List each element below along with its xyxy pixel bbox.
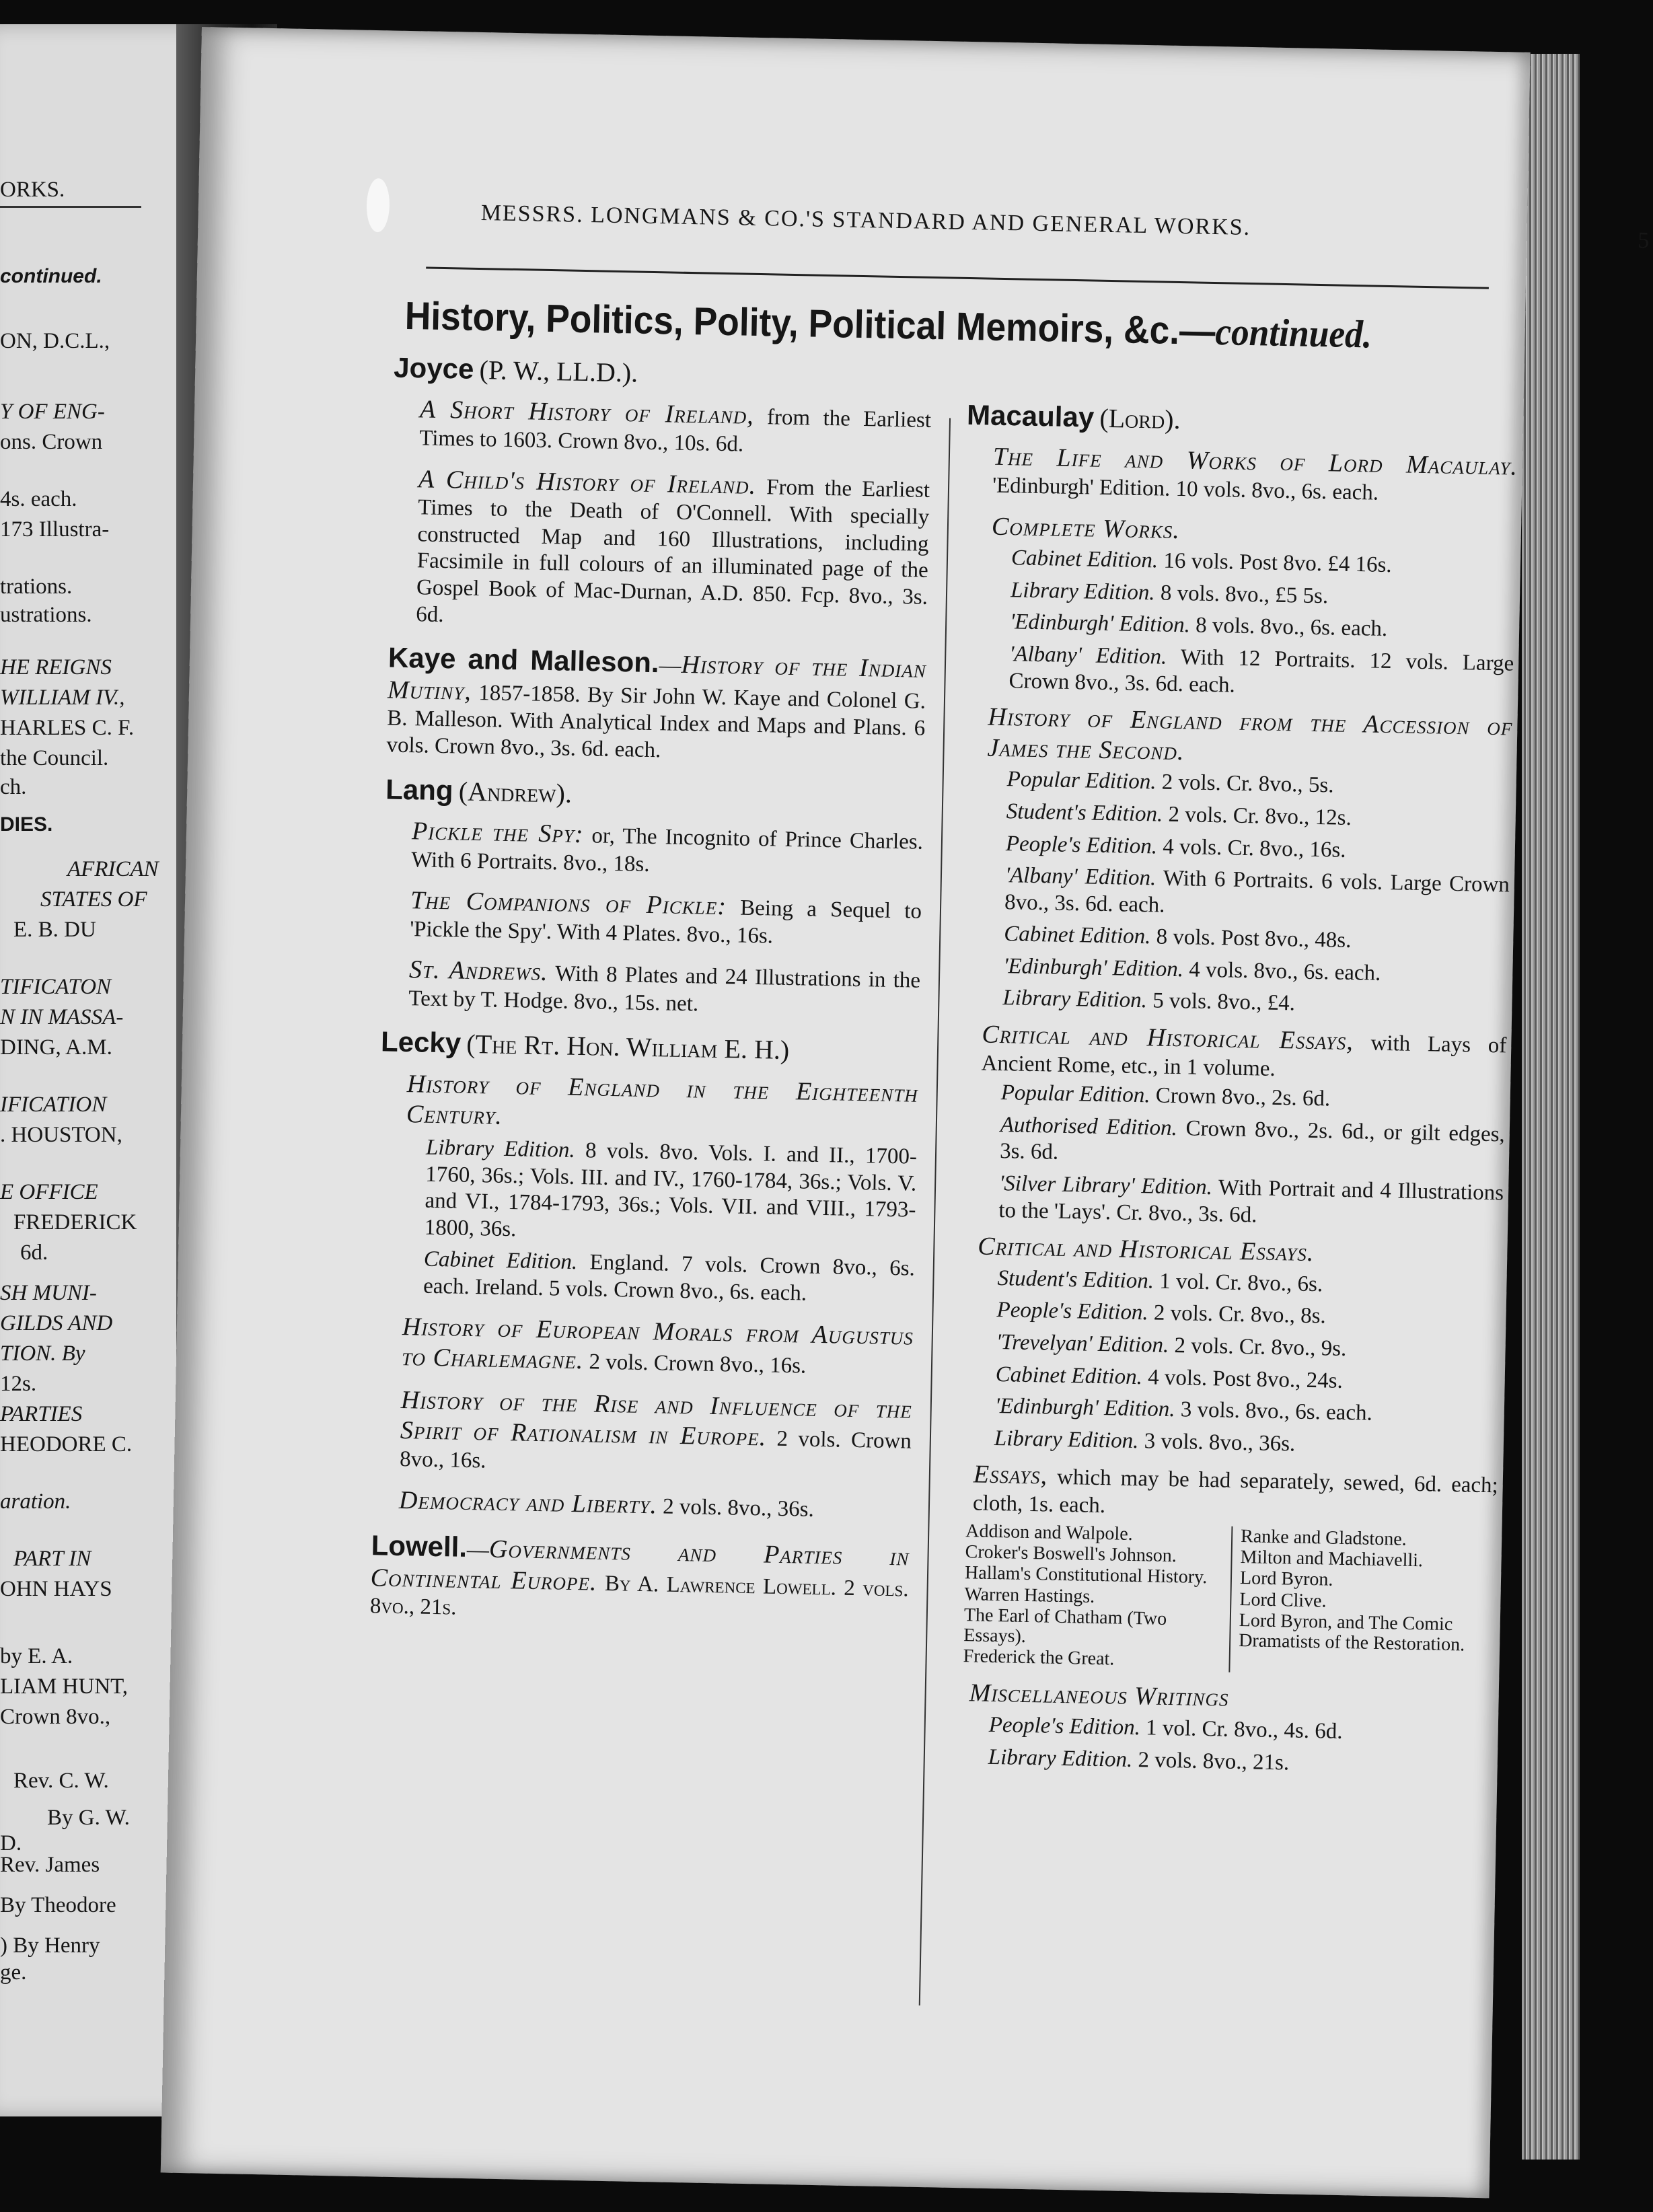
left-page-fragment: ON, D.C.L., — [0, 329, 110, 353]
work-title: The Life and Works of Lord Macaulay. — [992, 443, 1518, 482]
edition-details: 2 vols. Cr. 8vo., 8s. — [1153, 1300, 1327, 1329]
work-title: Essays, — [973, 1460, 1048, 1490]
work-details: 2 vols. Crown 8vo., 16s. — [399, 1427, 912, 1473]
edition-item — [961, 640, 1514, 704]
work-item — [392, 394, 931, 462]
left-page-fragment: ) By Henry — [0, 1933, 100, 1958]
essay-title: Milton and Machiavelli. — [1240, 1547, 1424, 1572]
work-title: History of European Morals from Augustus to Charlemagne. — [401, 1312, 914, 1375]
author-note: (Lord). — [1099, 402, 1181, 435]
left-page-fragment: 4s. each. — [0, 487, 77, 511]
left-page-fragment: SH MUNI- — [0, 1281, 97, 1305]
left-page-fragment: By Theodore — [0, 1893, 116, 1917]
left-page-fragment: PARTIES — [0, 1402, 83, 1426]
work-details: from the Earliest Times to 1603. Crown 8vo., 10s. 6d. — [418, 405, 932, 457]
author-dash: — — [659, 653, 682, 678]
work-details: By A. Lawrence Lowell. 2 vols. 8vo., 21s. — [369, 1571, 909, 1621]
entry-macaulay — [967, 398, 1519, 443]
edition-name: 'Edinburgh' Edition. — [1009, 610, 1191, 638]
work-item — [372, 1485, 911, 1526]
edition-name: 'Edinburgh' Edition. — [994, 1394, 1175, 1422]
work-item — [960, 702, 1513, 774]
left-page-fragment: By G. W. — [47, 1806, 130, 1830]
header-rule — [426, 266, 1489, 289]
edition-name: Library Edition. — [988, 1744, 1133, 1772]
work-item — [965, 441, 1518, 509]
left-page-fragment: PART IN — [13, 1547, 91, 1571]
work-item — [375, 1311, 914, 1383]
edition-name: Cabinet Edition. — [1003, 922, 1151, 949]
section-continued: continued. — [1214, 309, 1372, 357]
author-name: Lang — [385, 772, 454, 806]
left-page-fragment: by E. A. — [0, 1644, 73, 1668]
work-details: 2 vols. Crown 8vo., 16s. — [589, 1350, 807, 1378]
entry-lecky — [372, 1025, 920, 1526]
left-page-fragment: HEODORE C. — [0, 1432, 133, 1457]
essays-lays-editions — [951, 1079, 1506, 1234]
edition-name: Library Edition. — [1002, 986, 1148, 1013]
edition-details: 4 vols. 8vo., 6s. each. — [1189, 957, 1381, 986]
author-dash: — — [466, 1538, 490, 1563]
left-page-fragment: 173 Illustra- — [0, 517, 110, 542]
work-title: History of the Rise and Influence of the Spirit of Rationalism in Europe. — [400, 1385, 913, 1452]
left-page-fragment: ch. — [0, 775, 27, 799]
edition-item — [949, 1296, 1502, 1333]
left-page-rule — [0, 206, 141, 208]
left-page-fragment: ge. — [0, 1960, 27, 1985]
left-page-fragment: ustrations. — [0, 603, 92, 627]
left-page-fragment: the Council. — [0, 746, 109, 770]
left-page-fragment: OHN HAYS — [0, 1577, 112, 1601]
edition-details: With 12 Portraits. 12 vols. Large Crown 8vo., 3s. 6d. each. — [1008, 645, 1514, 698]
section-heading-text: History, Politics, Polity, Political Memoirs, &c.— — [404, 293, 1216, 353]
edition-details: 16 vols. Post 8vo. £4 16s. — [1163, 548, 1392, 578]
work-title: Governments and Parties in Continental Europe. — [370, 1535, 910, 1596]
left-page-fragment: D. — [0, 1831, 22, 1855]
essay-title: Lord Byron, and The Comic Dramatists of the Restoration. — [1238, 1610, 1465, 1656]
essay-title: Ranke and Gladstone. — [1240, 1525, 1407, 1550]
edition-details: 3 vols. 8vo., 6s. each. — [1180, 1397, 1373, 1426]
work-details: From the Earliest Times to the Death of O'Connell. With specially constructed Map and 160 Illustrations, including Facsimile in full colours of an illuminated page of the Gospel Book of Mac-Durnan, A.D. 850. Fcp. 8vo., 3s. 6d. — [415, 474, 930, 627]
work-title: A Short History of Ireland, — [419, 395, 755, 431]
edition-details: 8 vols. 8vo. Vols. I. and II., 1700-1760, 36s.; Vols. III. and IV., 1760-1784, 36s.; Vols. V. and VI., 1784-1793, 36s.; Vols. VII. and VIII., 1793-1800, 36s. — [424, 1138, 918, 1242]
author-name: Lecky — [380, 1025, 462, 1060]
essays-list — [943, 1520, 1497, 1677]
edition-name: People's Edition. — [996, 1298, 1149, 1325]
work-title: St. Andrews. — [408, 955, 549, 987]
edition-details: 2 vols. Cr. 8vo., 5s. — [1161, 770, 1334, 798]
edition-name: 'Albany' Edition. — [1008, 642, 1167, 669]
author-name: Macaulay — [966, 398, 1095, 433]
edition-name: 'Trevelyan' Edition. — [996, 1330, 1169, 1358]
page-edges — [1522, 54, 1580, 2160]
left-page-fragment: Rev. James — [0, 1853, 100, 1877]
left-page-fragment: TIFICATON — [0, 975, 112, 999]
edition-name: Cabinet Edition. — [995, 1362, 1143, 1389]
edition-details: 2 vols. 8vo., 21s. — [1138, 1747, 1290, 1775]
edition-details: 8 vols. 8vo., £5 5s. — [1160, 581, 1329, 609]
left-page-fragment: trations. — [0, 575, 73, 599]
edition-name: Popular Edition. — [1006, 767, 1156, 795]
edition-details: Crown 8vo., 2s. 6d. — [1155, 1083, 1331, 1111]
running-head — [480, 200, 1650, 263]
essays-list-column — [963, 1521, 1222, 1672]
edition-name: Library Edition. — [1010, 578, 1155, 605]
entry-kaye — [386, 641, 926, 770]
right-page — [161, 27, 1650, 2198]
edition-item — [959, 830, 1511, 867]
edition-name: 'Albany' Edition. — [1004, 863, 1156, 891]
left-column — [369, 347, 932, 1644]
essay-title: Lord Clive. — [1239, 1588, 1327, 1612]
left-page-fragment: ORKS. — [0, 178, 65, 202]
work-title: Democracy and Liberty. — [398, 1485, 658, 1519]
history-editions — [955, 766, 1512, 1021]
essay-title: Lord Byron. — [1239, 1568, 1333, 1591]
left-page-fragment: N IN MASSA- — [0, 1005, 124, 1029]
edition-name: Authorised Edition. — [1000, 1112, 1178, 1140]
misc-editions — [941, 1711, 1494, 1780]
work-details: 1857-1858. By Sir John W. Kaye and Colonel G. B. Malleson. With Analytical Index and Maps and Plans. 6 vols. Crown 8vo., 3s. 6d. each. — [386, 680, 926, 763]
edition-item — [957, 920, 1509, 957]
edition-name: Popular Edition. — [1000, 1080, 1150, 1108]
edition-details: 5 vols. 8vo., £4. — [1152, 988, 1296, 1016]
edition-item — [955, 984, 1508, 1021]
paper-spot — [366, 178, 390, 233]
work-details: or, The Incognito of Prince Charles. With 6 Portraits. 8vo., 18s. — [410, 823, 924, 877]
left-page-fragment: . HOUSTON, — [0, 1123, 122, 1147]
left-page-fragment: 6d. — [20, 1241, 48, 1265]
edition-name: People's Edition. — [988, 1712, 1141, 1740]
header-title: MESSRS. LONGMANS & CO.'S STANDARD AND GENERAL WORKS. — [480, 200, 1251, 240]
edition-name: Student's Edition. — [1006, 799, 1163, 827]
edition-details: With 6 Portraits. 6 vols. Large Crown 8vo., 3s. 6d. each. — [1004, 866, 1510, 918]
work-title: History of England in the Eighteenth Century. — [406, 1070, 919, 1131]
left-page-fragment: GILDS AND — [0, 1311, 113, 1335]
left-page-fragment: DING, A.M. — [0, 1035, 112, 1060]
edition-item — [953, 1111, 1505, 1175]
work-title: Miscellaneous Writings — [969, 1679, 1229, 1713]
author-note: (Andrew). — [458, 776, 573, 809]
work-title: Critical and Historical Essays, — [982, 1020, 1354, 1056]
edition-details: 4 vols. Post 8vo., 24s. — [1147, 1364, 1344, 1393]
edition-name: Student's Edition. — [997, 1265, 1154, 1294]
left-page-fragment: LIAM HUNT, — [0, 1674, 128, 1699]
edition-item — [963, 608, 1515, 645]
work-title: Complete Works. — [991, 512, 1181, 544]
left-page-fragment: FREDERICK — [13, 1210, 137, 1234]
edition-details: England. 7 vols. Crown 8vo., 6s. each. Ireland. 5 vols. Crown 8vo., 6s. each. — [423, 1250, 916, 1306]
work-details: Being a Sequel to 'Pickle the Spy'. With 4 Plates. 8vo., 16s. — [409, 895, 922, 949]
essay-title: Hallam's Constitutional History. — [964, 1562, 1208, 1588]
author-name: Lowell. — [371, 1529, 468, 1563]
page-number: 5 — [1637, 228, 1650, 254]
left-page-fragment: Rev. C. W. — [13, 1769, 109, 1793]
left-page-fragment: DIES. — [0, 813, 53, 836]
work-title: A Child's History of Ireland. — [418, 464, 757, 500]
edition-details: 1 vol. Cr. 8vo., 6s. — [1159, 1269, 1323, 1297]
edition-item — [959, 798, 1511, 835]
left-page-fragment: HARLES C. F. — [0, 716, 135, 740]
edition-item — [947, 1424, 1500, 1461]
edition-details: 8 vols. 8vo., 6s. each. — [1195, 613, 1388, 642]
complete-works-editions — [961, 544, 1516, 704]
work-title: Critical and Historical Essays. — [978, 1232, 1315, 1267]
work-item — [954, 1019, 1506, 1087]
edition-name: Cabinet Edition. — [1011, 546, 1159, 573]
edition-item — [948, 1360, 1500, 1397]
left-page-fragment: E OFFICE — [0, 1180, 98, 1204]
essay-title: Warren Hastings. — [964, 1583, 1095, 1607]
left-page-fragment: WILLIAM IV., — [0, 686, 125, 710]
edition-item — [377, 1134, 917, 1251]
edition-item — [963, 577, 1516, 614]
left-page-fragment: HE REIGNS — [0, 655, 112, 679]
work-title: The Companions of Pickle: — [410, 886, 727, 921]
essays-editions — [947, 1265, 1502, 1462]
essays-list-column — [1228, 1526, 1497, 1677]
author-name: Joyce — [393, 351, 474, 385]
work-item — [373, 1385, 912, 1483]
entry-joyce — [389, 351, 932, 638]
edition-item — [376, 1246, 915, 1310]
left-page-fragment: Crown 8vo., — [0, 1705, 111, 1729]
left-page-fragment: aration. — [0, 1489, 71, 1514]
edition-item — [941, 1743, 1493, 1780]
left-page-fragment: IFICATION — [0, 1093, 107, 1117]
edition-item — [957, 862, 1510, 926]
edition-item — [956, 953, 1508, 990]
essay-title: The Earl of Chatham (Two Essays). — [963, 1605, 1167, 1647]
section-heading — [404, 293, 1426, 358]
work-item — [384, 815, 923, 883]
edition-details: 1 vol. Cr. 8vo., 4s. 6d. — [1145, 1716, 1343, 1744]
left-page-fragment: 12s. — [0, 1372, 37, 1396]
essay-title: Croker's Boswell's Johnson. — [965, 1541, 1177, 1567]
work-title: History of England from the Accession of James the Second. — [987, 702, 1513, 766]
edition-item — [951, 1170, 1504, 1234]
work-item — [383, 885, 922, 953]
right-column — [941, 358, 1519, 1785]
work-details: 2 vols. 8vo., 36s. — [662, 1494, 815, 1522]
left-page-fragment: Y OF ENG- — [0, 400, 105, 424]
work-details: With 8 Plates and 24 Illustrations in the Text by T. Hodge. 8vo., 15s. net. — [408, 961, 921, 1017]
edition-details: 2 vols. Cr. 8vo., 12s. — [1168, 802, 1352, 830]
edition-name: 'Edinburgh' Edition. — [1003, 954, 1184, 982]
edition-item — [947, 1393, 1500, 1430]
edition-details: Crown 8vo., 2s. 6d., or gilt edges, 3s. 6d. — [999, 1116, 1506, 1165]
work-item — [946, 1459, 1498, 1527]
edition-name: Cabinet Edition. — [423, 1247, 578, 1275]
work-details: which may be had separately, sewed, 6d. each; cloth, 1s. each. — [972, 1465, 1499, 1518]
work-title: Pickle the Spy: — [411, 817, 584, 849]
work-details: with Lays of Ancient Rome, etc., in 1 volume. — [981, 1031, 1507, 1081]
entry-lowell — [370, 1528, 910, 1630]
work-item — [381, 955, 920, 1023]
work-item — [379, 1068, 919, 1140]
edition-item — [949, 1329, 1501, 1366]
edition-details: 3 vols. 8vo., 36s. — [1144, 1429, 1296, 1457]
edition-name: Library Edition. — [425, 1135, 576, 1163]
work-details: 'Edinburgh' Edition. 10 vols. 8vo., 6s. each. — [992, 473, 1379, 505]
author-note: (P. W., LL.D.). — [479, 355, 638, 388]
edition-name: People's Edition. — [1005, 831, 1158, 858]
edition-details: 4 vols. Cr. 8vo., 16s. — [1162, 834, 1346, 862]
work-title: History of the Indian Mutiny, — [387, 650, 927, 706]
edition-details: 2 vols. Cr. 8vo., 9s. — [1174, 1333, 1347, 1362]
essay-title: Addison and Walpole. — [965, 1520, 1133, 1545]
left-page-fragment: ons. Crown — [0, 430, 103, 454]
author-name: Kaye and Malleson. — [388, 641, 660, 679]
author-note: (The Rt. Hon. William E. H.) — [466, 1029, 790, 1066]
work-item — [389, 464, 930, 638]
left-page-fragment: E. B. DU — [13, 918, 96, 942]
left-page-fragment: continued. — [0, 265, 102, 287]
edition-name: Library Edition. — [994, 1426, 1139, 1453]
essay-title: Frederick the Great. — [963, 1646, 1115, 1670]
left-page-fragment: TION. By — [0, 1341, 85, 1366]
left-page-fragment: STATES OF — [40, 887, 147, 912]
edition-details: With Portrait and 4 Illustrations to the 'Lays'. Cr. 8vo., 3s. 6d. — [998, 1175, 1504, 1228]
edition-details: 8 vols. Post 8vo., 48s. — [1156, 924, 1352, 953]
entry-lang — [381, 772, 924, 1022]
left-page-fragment: AFRICAN — [67, 857, 159, 881]
edition-name: 'Silver Library' Edition. — [998, 1171, 1213, 1200]
